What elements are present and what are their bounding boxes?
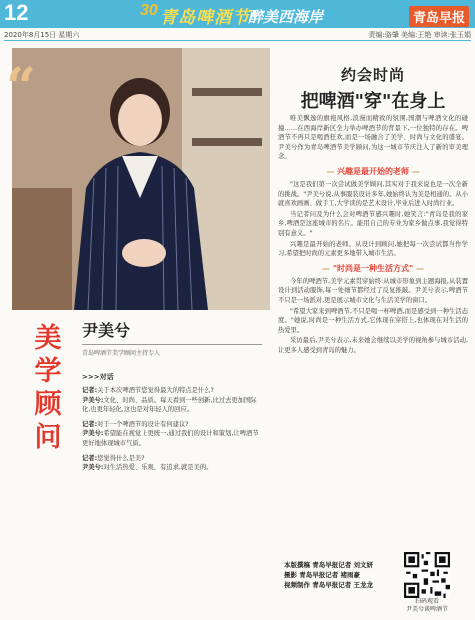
page-number: 12: [4, 0, 29, 25]
person-name: 尹美兮: [82, 321, 131, 340]
qr-code-icon[interactable]: [404, 552, 450, 598]
portrait-photo: [12, 48, 270, 310]
column-title: 美学顾问: [34, 323, 62, 453]
page-header: [0, 0, 475, 28]
article-paragraph: 采访最后,尹美兮表示,未来她会继续以美学的视角参与城市活动,让更多人感受到青岛的魅力。: [278, 337, 468, 354]
person-subtitle: 青岛啤酒节美学顾问主持专人: [82, 344, 262, 357]
article-paragraph: "希望大家来到啤酒节,不只是喝一杯啤酒,而是感受到一种生活态度。"她说,时尚是一种生活方式,它体现在穿搭上,也体现在对生活的热爱里。: [278, 307, 468, 334]
section-title: — "时尚是一种生活方式" —: [322, 263, 424, 273]
headline-line-2: 把啤酒"穿"在身上: [300, 91, 446, 112]
section-title: — 兴趣是最开始的老师 —: [326, 166, 420, 176]
interview-block: [82, 360, 262, 478]
article-paragraph: 当记者问及为什么会对啤酒节感兴趣时,她笑言:"青岛是我的家乡,啤酒是这座城市的名片。能用自己的专业为家乡做点事,我觉得特别有意义。": [278, 210, 468, 237]
qr-caption: 扫码观看 尹美兮谈啤酒节: [405, 598, 448, 613]
byline: 本版撰稿 青岛早报记者 刘文妍 摄影 青岛早报记者 褚雨豪 视频制作 青岛早报记者 王龙龙: [284, 561, 374, 589]
festival-subtitle: 醉美西海岸: [248, 8, 324, 26]
dateline: [4, 30, 471, 41]
editor-credits: 责编:骆肇 美编:王艳 审读:张玉娟: [368, 31, 471, 39]
issue-date: 2020年8月15日 星期六: [4, 31, 80, 39]
newspaper-brand: 青岛早报: [409, 6, 469, 27]
qa-item: 记者:关于本次啤酒节您觉得最大的特点是什么? 尹美兮:文化、时尚、品质。每天看到一些创新,比过去更加国际化,也更年轻化,这也是对年轻人的回应。: [82, 387, 257, 414]
article-paragraph: 兴趣是最开始的老师。从设计到顾问,她把每一次尝试都当作学习,希望把时尚的元素更多地带入城市生活。: [278, 240, 468, 258]
article-paragraph: "这是我们第一次尝试做美学顾问,其实对于我来说也是一次全新的挑战。"尹美兮说,从事服装设计多年,她始终认为美是相通的。从小就喜欢画画、做手工,大学读的是艺术设计,毕业后进入时尚行业。: [278, 180, 468, 208]
festival-title: 青岛啤酒节: [160, 8, 250, 28]
interview-heading: >>>对话: [82, 373, 114, 381]
quote-mark-icon: “: [6, 57, 36, 118]
headline-line-1: 约会时尚: [340, 66, 405, 84]
article-body: [278, 114, 468, 356]
article-intro: 唯美飘逸的旗袍风格,浪漫而精致的氛围,国潮与啤酒文化的碰撞……在西海岸新区全力举办啤酒节的背景下,一位独特的存在。啤酒节不再只是喝酒狂欢,而是一场融合了美学、时尚与文化的盛宴。尹美兮作为青岛啤酒节美学顾问,为这一城市节庆注入了新的审美理念。: [278, 115, 468, 161]
article-paragraph: 今年的啤酒节,美学元素贯穿始终:从城市形象到主题海报,从装置设计到活动服饰,每一处细节都经过了反复推敲。尹美兮表示,啤酒节不只是一场派对,更是展示城市文化与生活美学的窗口。: [278, 277, 468, 304]
anniversary-logo: 30: [140, 2, 158, 19]
article-headline: [278, 64, 468, 113]
qa-item: 记者:您觉得什么是美? 尹美兮:对生活热爱、乐观、有追求,就是美的。: [82, 454, 213, 472]
qa-item: 记者:对于一个啤酒节的设计有何建议? 尹美兮:希望能在视觉上更统一,通过我们的设计和策划,让啤酒节更好地体现城市气质。: [82, 420, 259, 447]
